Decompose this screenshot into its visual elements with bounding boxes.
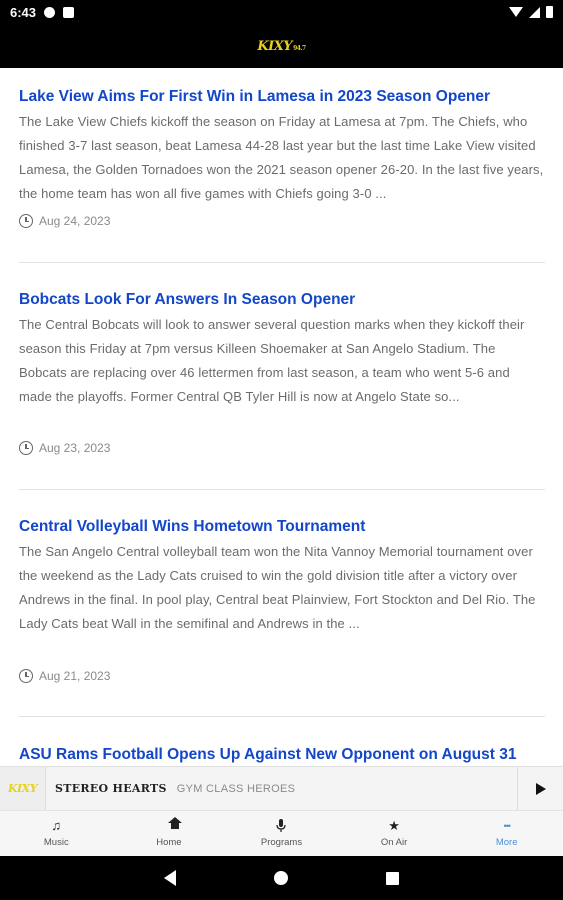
now-playing-bar[interactable] bbox=[0, 766, 563, 810]
nav-label: More bbox=[495, 837, 518, 848]
music-note-icon: ♫ bbox=[51, 818, 62, 833]
nav-item-on-air[interactable] bbox=[338, 811, 451, 856]
back-icon[interactable] bbox=[164, 870, 176, 886]
article-card[interactable] bbox=[19, 290, 545, 455]
article-title[interactable]: ASU Rams Football Opens Up Against New Opponent on August 31 bbox=[19, 746, 517, 763]
nav-label: On Air bbox=[380, 837, 408, 848]
nav-label: Programs bbox=[260, 837, 303, 848]
battery-icon bbox=[546, 6, 553, 18]
clock-icon bbox=[19, 669, 33, 683]
article-card[interactable] bbox=[19, 745, 545, 765]
nav-label: Music bbox=[43, 837, 69, 848]
notification-icon bbox=[63, 7, 74, 18]
article-date: Aug 24, 2023 bbox=[19, 214, 110, 228]
news-feed[interactable] bbox=[0, 68, 563, 766]
bottom-nav bbox=[0, 810, 563, 856]
signal-icon bbox=[529, 7, 540, 18]
status-bar bbox=[0, 0, 563, 24]
article-title[interactable]: Lake View Aims For First Win in Lamesa in 2023 Season Opener bbox=[19, 88, 491, 105]
notification-icon bbox=[44, 7, 55, 18]
station-logo[interactable]: KIXY94.7 bbox=[257, 38, 306, 54]
article-excerpt: The Lake View Chiefs kickoff the season on Friday at Lamesa at 7pm. The Chiefs, who finished 3-7 last season, beat Lamesa 44-28 last year but the last time Lake View visited Lamesa, the Golden Tornadoes won the 2021 season opener 26-20. In the last five years, the home team has won all five games with Chiefs going 3-0 ... bbox=[19, 114, 544, 201]
article-card[interactable] bbox=[19, 517, 545, 683]
divider bbox=[19, 262, 545, 263]
divider bbox=[19, 489, 545, 490]
article-card[interactable] bbox=[19, 87, 545, 228]
microphone-icon bbox=[276, 819, 286, 833]
clock-icon bbox=[19, 214, 33, 228]
station-logo: KIXY bbox=[7, 782, 38, 795]
now-playing-title: STEREO HEARTS bbox=[55, 782, 167, 795]
recent-apps-icon[interactable] bbox=[386, 872, 399, 885]
nav-item-more[interactable] bbox=[450, 811, 563, 856]
nav-label: Home bbox=[156, 837, 182, 848]
system-nav-bar bbox=[0, 856, 563, 900]
status-time: 6:43 bbox=[10, 4, 37, 20]
now-playing-artist: GYM CLASS HEROES bbox=[176, 782, 296, 795]
article-excerpt: The Central Bobcats will look to answer several question marks when they kickoff their season this Friday at 7pm versus Killeen Shoemaker at San Angelo Stadium. The Bobcats are replacing over 46 lettermen from last season, a team who went 5-6 and made the playoffs. Former Central QB Tyler Hill is now at Angelo State so... bbox=[19, 317, 525, 404]
article-title[interactable]: Bobcats Look For Answers In Season Opener bbox=[19, 291, 356, 308]
play-button[interactable] bbox=[517, 767, 563, 811]
article-date: Aug 23, 2023 bbox=[19, 441, 110, 455]
app-header bbox=[0, 24, 563, 68]
more-dots-icon: ••• bbox=[503, 821, 510, 831]
nav-item-programs[interactable] bbox=[225, 811, 338, 856]
article-title[interactable]: Central Volleyball Wins Hometown Tournament bbox=[19, 518, 366, 535]
article-date: Aug 21, 2023 bbox=[19, 669, 110, 683]
star-icon: ★ bbox=[388, 818, 400, 833]
nav-item-music[interactable] bbox=[0, 811, 113, 856]
clock-icon bbox=[19, 441, 33, 455]
play-icon bbox=[536, 783, 546, 795]
home-button-icon[interactable] bbox=[274, 871, 288, 885]
divider bbox=[19, 716, 545, 717]
nav-item-home[interactable] bbox=[113, 811, 226, 856]
album-art bbox=[0, 767, 46, 811]
article-excerpt: The San Angelo Central volleyball team won the Nita Vannoy Memorial tournament over the weekend as the Lady Cats cruised to win the gold division title after a victory over Andrews in the final. In pool play, Central beat Plainview, Fort Stockton and Del Rio. The Lady Cats beat Wall in the semifinal and Andrews in the ... bbox=[19, 544, 536, 631]
wifi-icon bbox=[509, 7, 523, 17]
